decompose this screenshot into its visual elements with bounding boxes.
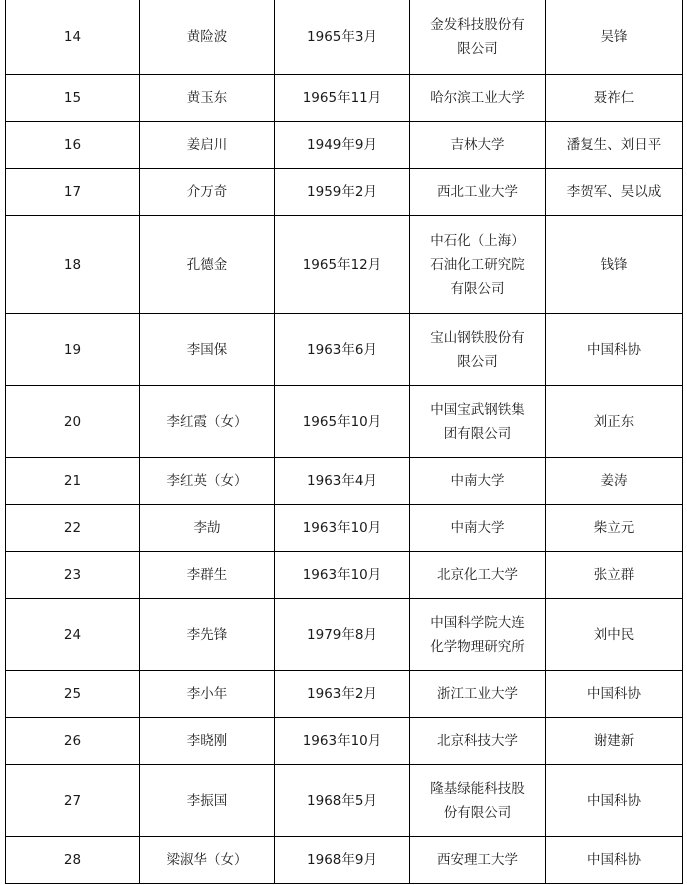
work-unit: 西安理工大学 <box>410 837 546 884</box>
nominator: 中国科协 <box>546 671 683 718</box>
candidate-name: 李红霞（女） <box>140 386 275 458</box>
nominator: 李贺军、吴以成 <box>546 169 683 216</box>
row-number: 20 <box>6 386 140 458</box>
work-unit: 隆基绿能科技股 份有限公司 <box>410 765 546 837</box>
table-row <box>6 458 683 505</box>
table-row <box>6 552 683 599</box>
candidate-table-body <box>6 0 683 884</box>
birth-date: 1959年2月 <box>275 169 410 216</box>
candidate-name: 孔德金 <box>140 216 275 314</box>
work-unit: 中国宝武钢铁集 团有限公司 <box>410 386 546 458</box>
row-number: 25 <box>6 671 140 718</box>
work-unit: 北京化工大学 <box>410 552 546 599</box>
work-unit: 哈尔滨工业大学 <box>410 75 546 122</box>
birth-date: 1965年10月 <box>275 386 410 458</box>
row-number: 19 <box>6 314 140 386</box>
work-unit: 中南大学 <box>410 505 546 552</box>
work-unit: 中石化（上海） 石油化工研究院 有限公司 <box>410 216 546 314</box>
work-unit: 吉林大学 <box>410 122 546 169</box>
candidate-name: 姜启川 <box>140 122 275 169</box>
candidate-name: 李群生 <box>140 552 275 599</box>
table-row <box>6 169 683 216</box>
row-number: 16 <box>6 122 140 169</box>
work-unit: 金发科技股份有 限公司 <box>410 0 546 75</box>
row-number: 17 <box>6 169 140 216</box>
nominator: 中国科协 <box>546 837 683 884</box>
candidate-name: 李红英（女） <box>140 458 275 505</box>
table-row <box>6 837 683 884</box>
nominator: 姜涛 <box>546 458 683 505</box>
birth-date: 1965年3月 <box>275 0 410 75</box>
candidate-name: 梁淑华（女） <box>140 837 275 884</box>
candidate-name: 李国保 <box>140 314 275 386</box>
candidate-table <box>5 0 683 884</box>
work-unit: 中国科学院大连 化学物理研究所 <box>410 599 546 671</box>
birth-date: 1963年10月 <box>275 505 410 552</box>
row-number: 18 <box>6 216 140 314</box>
table-row <box>6 599 683 671</box>
candidate-name: 黄险波 <box>140 0 275 75</box>
birth-date: 1965年11月 <box>275 75 410 122</box>
candidate-name: 李振国 <box>140 765 275 837</box>
candidate-name: 李晓刚 <box>140 718 275 765</box>
table-row <box>6 314 683 386</box>
work-unit: 北京科技大学 <box>410 718 546 765</box>
work-unit: 西北工业大学 <box>410 169 546 216</box>
table-row <box>6 0 683 75</box>
table-row <box>6 216 683 314</box>
work-unit: 中南大学 <box>410 458 546 505</box>
candidate-name: 介万奇 <box>140 169 275 216</box>
nominator: 聂祚仁 <box>546 75 683 122</box>
table-row <box>6 386 683 458</box>
row-number: 26 <box>6 718 140 765</box>
nominator: 钱锋 <box>546 216 683 314</box>
row-number: 23 <box>6 552 140 599</box>
work-unit: 宝山钢铁股份有 限公司 <box>410 314 546 386</box>
candidate-name: 李小年 <box>140 671 275 718</box>
nominator: 柴立元 <box>546 505 683 552</box>
table-row <box>6 765 683 837</box>
row-number: 24 <box>6 599 140 671</box>
birth-date: 1949年9月 <box>275 122 410 169</box>
table-row <box>6 671 683 718</box>
birth-date: 1968年5月 <box>275 765 410 837</box>
row-number: 21 <box>6 458 140 505</box>
work-unit: 浙江工业大学 <box>410 671 546 718</box>
candidate-name: 李劼 <box>140 505 275 552</box>
table-row <box>6 505 683 552</box>
row-number: 14 <box>6 0 140 75</box>
candidate-name: 黄玉东 <box>140 75 275 122</box>
nominator: 潘复生、刘日平 <box>546 122 683 169</box>
nominator: 吴锋 <box>546 0 683 75</box>
row-number: 22 <box>6 505 140 552</box>
row-number: 28 <box>6 837 140 884</box>
table-row <box>6 122 683 169</box>
birth-date: 1963年6月 <box>275 314 410 386</box>
birth-date: 1965年12月 <box>275 216 410 314</box>
nominator: 张立群 <box>546 552 683 599</box>
candidate-name: 李先锋 <box>140 599 275 671</box>
birth-date: 1979年8月 <box>275 599 410 671</box>
nominator: 中国科协 <box>546 765 683 837</box>
birth-date: 1963年10月 <box>275 552 410 599</box>
nominator: 刘中民 <box>546 599 683 671</box>
nominator: 谢建新 <box>546 718 683 765</box>
nominator: 中国科协 <box>546 314 683 386</box>
table-row <box>6 75 683 122</box>
birth-date: 1963年10月 <box>275 718 410 765</box>
table-row <box>6 718 683 765</box>
birth-date: 1963年4月 <box>275 458 410 505</box>
row-number: 15 <box>6 75 140 122</box>
birth-date: 1963年2月 <box>275 671 410 718</box>
nominator: 刘正东 <box>546 386 683 458</box>
birth-date: 1968年9月 <box>275 837 410 884</box>
row-number: 27 <box>6 765 140 837</box>
